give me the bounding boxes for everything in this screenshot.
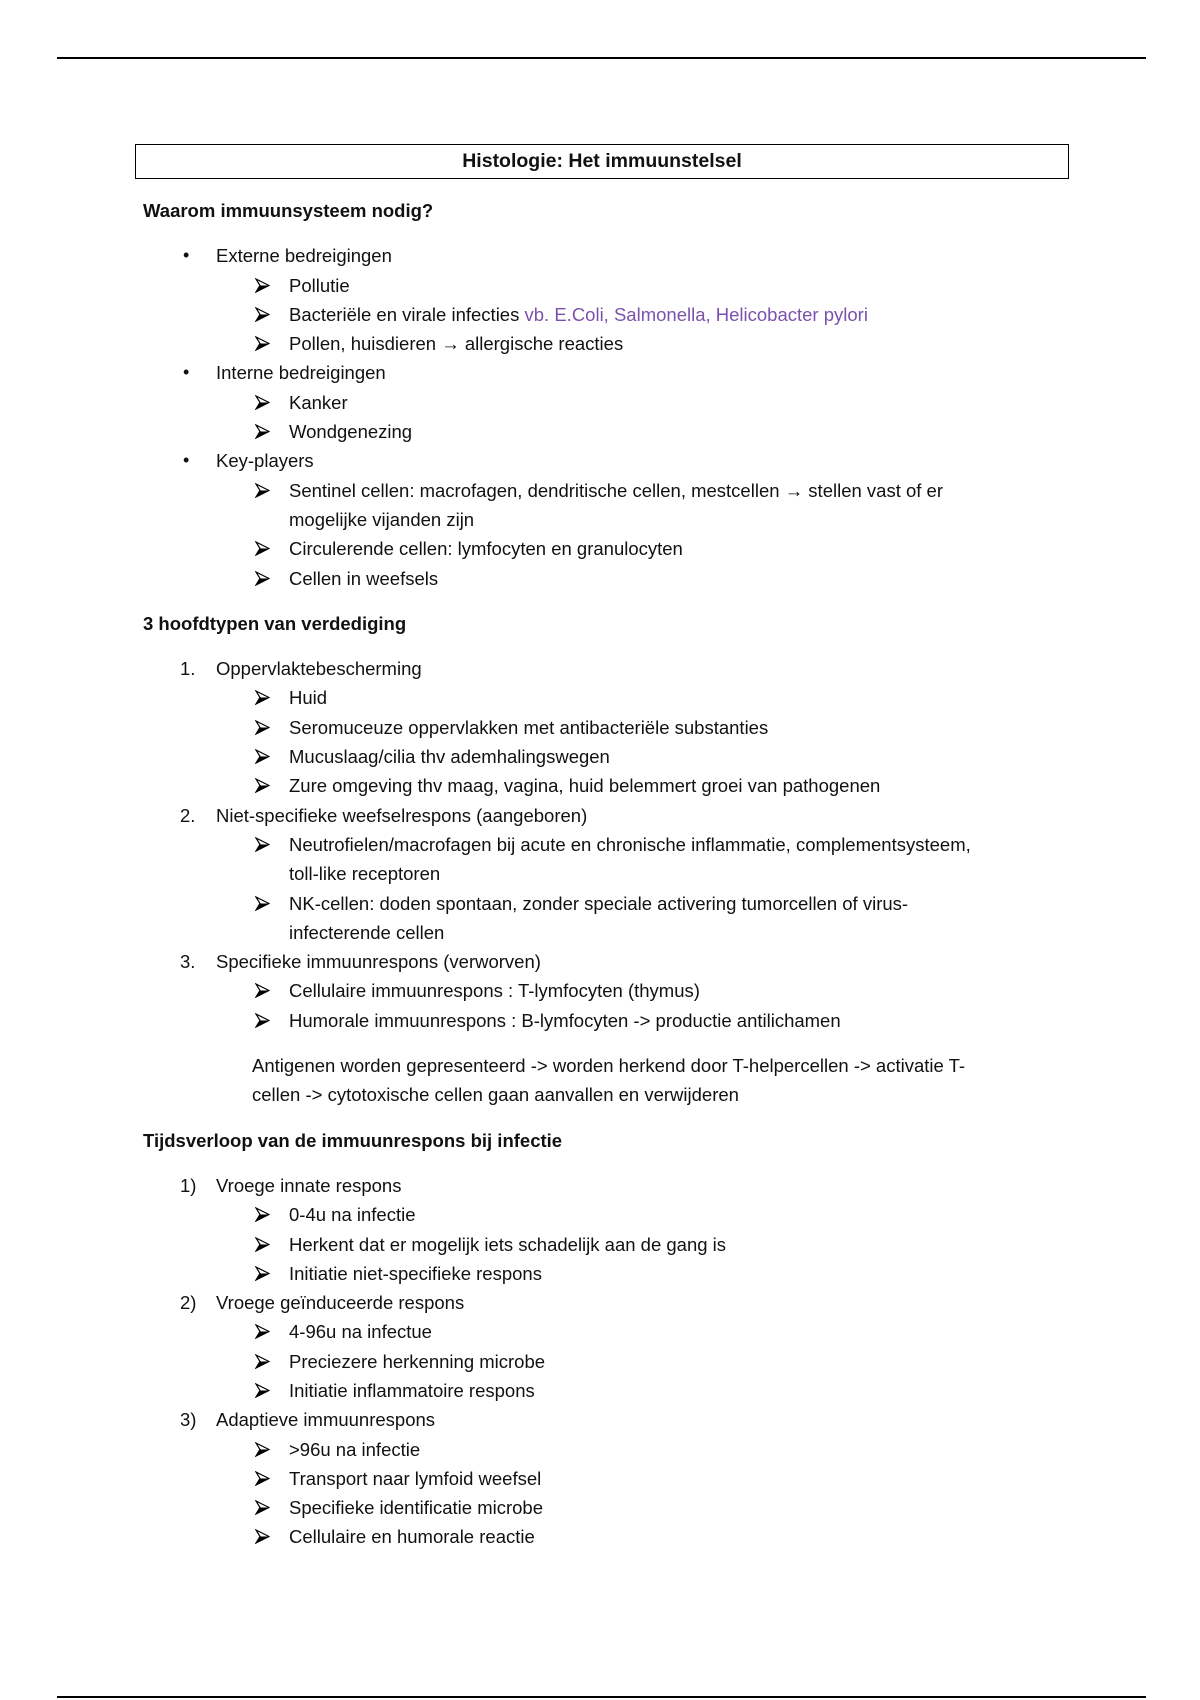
list-item-text: Niet-specifieke weefselrespons (aangeboren): [216, 804, 588, 826]
sub-item-text: Mucuslaag/cilia thv ademhalingswegen: [289, 746, 610, 768]
section-hoofdtypen-verdediging: [143, 609, 1123, 1110]
sub-list-item: [143, 742, 1123, 771]
list-item-text: Externe bedreigingen: [216, 245, 392, 267]
arrowhead-right-icon: [255, 749, 270, 764]
bullet-list: [143, 241, 1123, 593]
arrowhead-right-icon: [255, 1354, 270, 1369]
arrowhead-right-icon: [255, 1442, 270, 1457]
numbered-list: [143, 1171, 1123, 1552]
sub-list-item: [143, 713, 1123, 742]
list-item-text: Vroege geïnduceerde respons: [216, 1292, 465, 1314]
arrowhead-right-icon: [255, 395, 270, 410]
sub-list-item: [143, 1522, 1123, 1551]
arrowhead-right-icon: [255, 690, 270, 705]
sub-list-item: [143, 534, 1123, 563]
arrowhead-right-icon: [255, 1266, 270, 1281]
sub-item-text: Herkent dat er mogelijk iets schadelijk aan de gang is: [289, 1233, 727, 1255]
sub-list-item: [143, 1347, 1123, 1376]
sub-item-text-continued: mogelijke vijanden zijn: [289, 508, 475, 530]
sub-item-text: Initiatie inflammatoire respons: [289, 1379, 535, 1401]
document-title: Histologie: Het immuunstelsel: [462, 150, 742, 172]
list-item-text: Oppervlaktebescherming: [216, 658, 422, 680]
arrowhead-right-icon: [255, 720, 270, 735]
paragraph-line: cellen -> cytotoxische cellen gaan aanvallen en verwijderen: [252, 1084, 739, 1106]
sub-list-item: [143, 830, 1123, 859]
number-marker: 2.: [180, 804, 196, 826]
bullet-marker: •: [183, 245, 190, 266]
sub-list-item: [143, 476, 1123, 505]
sub-item-text: Circulerende cellen: lymfocyten en granulocyten: [289, 538, 683, 560]
sub-list-item: [143, 683, 1123, 712]
list-item: [143, 654, 1123, 683]
section-waarom-immuunsysteem: [143, 196, 1123, 593]
list-item-text: Interne bedreigingen: [216, 362, 386, 384]
sub-item-text: Humorale immuunrespons : B-lymfocyten -> productie antilichamen: [289, 1009, 841, 1031]
sub-list-item: [143, 1317, 1123, 1346]
number-marker: 1): [180, 1174, 197, 1196]
title-box: [135, 144, 1069, 179]
sub-list-item: [143, 1200, 1123, 1229]
sub-item-continuation: [143, 918, 1123, 947]
arrowhead-right-icon: [255, 778, 270, 793]
arrowhead-right-icon: [255, 1207, 270, 1222]
sub-item-text: Sentinel cellen: macrofagen, dendritische cellen, mestcellen → stellen vast of er: [289, 479, 944, 501]
arrowhead-right-icon: [255, 1383, 270, 1398]
sub-item-text: Pollutie: [289, 274, 350, 296]
sub-list-item: [143, 417, 1123, 446]
list-item: [143, 241, 1123, 270]
list-item-text: Vroege innate respons: [216, 1174, 402, 1196]
sub-list-item: [143, 771, 1123, 800]
numbered-list: [143, 654, 1123, 1035]
list-item-text: Key-players: [216, 450, 314, 472]
list-item: [143, 1288, 1123, 1317]
arrowhead-right-icon: [255, 896, 270, 911]
arrowhead-right-icon: [255, 424, 270, 439]
sub-item-text: Bacteriële en virale infecties: [289, 303, 520, 325]
arrowhead-right-icon: [255, 1013, 270, 1028]
paragraph-line: Antigenen worden gepresenteerd -> worden herkend door T-helpercellen -> activatie T-: [252, 1055, 966, 1077]
sub-list-item: [143, 329, 1123, 358]
bullet-marker: •: [183, 362, 190, 383]
list-item-text: Specifieke immuunrespons (verworven): [216, 951, 541, 973]
sub-list-item: [143, 1464, 1123, 1493]
sub-item-text: Cellen in weefsels: [289, 567, 439, 589]
arrowhead-right-icon: [255, 1529, 270, 1544]
arrowhead-right-icon: [255, 1324, 270, 1339]
example-highlight: vb. E.Coli, Salmonella, Helicobacter pylori: [524, 303, 868, 325]
sub-item-text: Initiatie niet-specifieke respons: [289, 1262, 542, 1284]
sub-item-text: Cellulaire en humorale reactie: [289, 1526, 535, 1548]
header-rule: [57, 57, 1146, 59]
sub-item-text: Zure omgeving thv maag, vagina, huid belemmert groei van pathogenen: [289, 775, 881, 797]
number-marker: 3.: [180, 951, 196, 973]
bullet-marker: •: [183, 450, 190, 471]
sub-item-text: >96u na infectie: [289, 1438, 421, 1460]
section-tijdsverloop: [143, 1126, 1123, 1552]
arrowhead-right-icon: [255, 1471, 270, 1486]
list-item: [143, 446, 1123, 475]
sub-list-item: [143, 1006, 1123, 1035]
sub-item-text: Cellulaire immuunrespons : T-lymfocyten (thymus): [289, 980, 700, 1002]
list-item: [143, 358, 1123, 387]
sub-list-item: [143, 1376, 1123, 1405]
sub-item-text: Preciezere herkenning microbe: [289, 1350, 546, 1372]
arrowhead-right-icon: [255, 571, 270, 586]
sub-item-continuation: [143, 505, 1123, 534]
sub-item-text: Pollen, huisdieren → allergische reacties: [289, 333, 624, 355]
sub-list-item: [143, 1259, 1123, 1288]
sub-list-item: [143, 976, 1123, 1005]
number-marker: 3): [180, 1409, 197, 1431]
sub-list-item: [143, 889, 1123, 918]
sub-list-item: [143, 564, 1123, 593]
sub-item-text: NK-cellen: doden spontaan, zonder speciale activering tumorcellen of virus-: [289, 892, 909, 914]
sub-item-text-continued: toll-like receptoren: [289, 863, 441, 885]
arrowhead-right-icon: [255, 837, 270, 852]
arrowhead-right-icon: [255, 278, 270, 293]
arrowhead-right-icon: [255, 541, 270, 556]
number-marker: 1.: [180, 658, 196, 680]
sub-item-text: Transport naar lymfoid weefsel: [289, 1467, 542, 1489]
sub-list-item: [143, 271, 1123, 300]
arrowhead-right-icon: [255, 307, 270, 322]
sub-list-item: [143, 300, 1123, 329]
sub-item-text: Huid: [289, 687, 328, 709]
footer-rule: [57, 1696, 1146, 1698]
arrowhead-right-icon: [255, 483, 270, 498]
sub-list-item: [143, 1435, 1123, 1464]
document-body: [143, 196, 1123, 1552]
sub-item-text: Neutrofielen/macrofagen bij acute en chronische inflammatie, complementsysteem,: [289, 833, 971, 855]
sub-item-text-continued: infecterende cellen: [289, 921, 445, 943]
sub-item-text: Wondgenezing: [289, 421, 413, 443]
section-heading: Waarom immuunsysteem nodig?: [143, 200, 434, 221]
sub-item-text: Seromuceuze oppervlakken met antibacteriële substanties: [289, 716, 769, 738]
sub-list-item: [143, 1493, 1123, 1522]
list-item: [143, 801, 1123, 830]
explanation-paragraph: [143, 1051, 1123, 1110]
sub-item-continuation: [143, 859, 1123, 888]
sub-list-item: [143, 388, 1123, 417]
number-marker: 2): [180, 1292, 197, 1314]
arrowhead-right-icon: [255, 1237, 270, 1252]
sub-item-text: Specifieke identificatie microbe: [289, 1497, 543, 1519]
arrowhead-right-icon: [255, 336, 270, 351]
list-item: [143, 1171, 1123, 1200]
list-item: [143, 1405, 1123, 1434]
sub-item-text: 4-96u na infectue: [289, 1321, 432, 1343]
section-heading: Tijdsverloop van de immuunrespons bij infectie: [143, 1129, 563, 1151]
arrowhead-right-icon: [255, 983, 270, 998]
sub-item-text: 0-4u na infectie: [289, 1204, 416, 1226]
section-heading: 3 hoofdtypen van verdediging: [143, 612, 407, 634]
list-item-text: Adaptieve immuunrespons: [216, 1409, 436, 1431]
sub-item-text: Kanker: [289, 391, 348, 413]
list-item: [143, 947, 1123, 976]
sub-list-item: [143, 1230, 1123, 1259]
arrowhead-right-icon: [255, 1500, 270, 1515]
